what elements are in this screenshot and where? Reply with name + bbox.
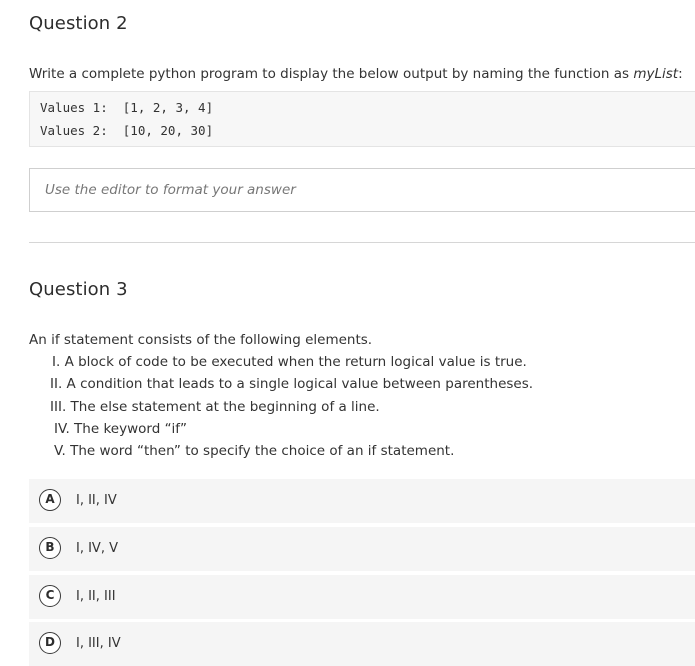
question-divider	[29, 242, 695, 243]
answer-editor[interactable]	[29, 168, 695, 212]
question-3-intro: An if statement consists of the following elements.	[29, 332, 373, 348]
function-name: myList	[633, 66, 679, 82]
statement-item: V. The word “then” to specify the choice of an if statement.	[54, 443, 455, 459]
option-text: I, IV, V	[76, 541, 118, 556]
statement-item: III. The else statement at the beginning of a line.	[50, 399, 380, 415]
answer-option-a[interactable]	[29, 479, 695, 523]
option-letter-badge: C	[39, 585, 61, 607]
question-2-prompt-text: Write a complete python program to display the below output by naming the function as	[29, 66, 634, 82]
option-letter-badge: A	[39, 489, 61, 511]
code-line: Values 1: [1, 2, 3, 4]	[40, 100, 214, 115]
expected-output-code-block	[29, 91, 695, 147]
answer-option-c[interactable]	[29, 575, 695, 619]
option-text: I, III, IV	[76, 636, 121, 651]
option-letter-badge: B	[39, 537, 61, 559]
question-2-prompt	[29, 66, 683, 82]
answer-option-b[interactable]	[29, 527, 695, 571]
statement-item: IV. The keyword “if”	[54, 421, 188, 437]
answer-editor-placeholder: Use the editor to format your answer	[45, 182, 296, 198]
statement-item: II. A condition that leads to a single logical value between parentheses.	[50, 376, 534, 392]
option-text: I, II, IV	[76, 493, 117, 508]
question-3-title: Question 3	[29, 279, 128, 300]
question-2-prompt-end: :	[678, 66, 683, 82]
option-letter-badge: D	[39, 632, 61, 654]
statement-item: I. A block of code to be executed when the return logical value is true.	[52, 354, 527, 370]
code-line: Values 2: [10, 20, 30]	[40, 123, 214, 138]
question-2-title: Question 2	[29, 13, 128, 34]
answer-option-d[interactable]	[29, 622, 695, 666]
option-text: I, II, III	[76, 589, 116, 604]
